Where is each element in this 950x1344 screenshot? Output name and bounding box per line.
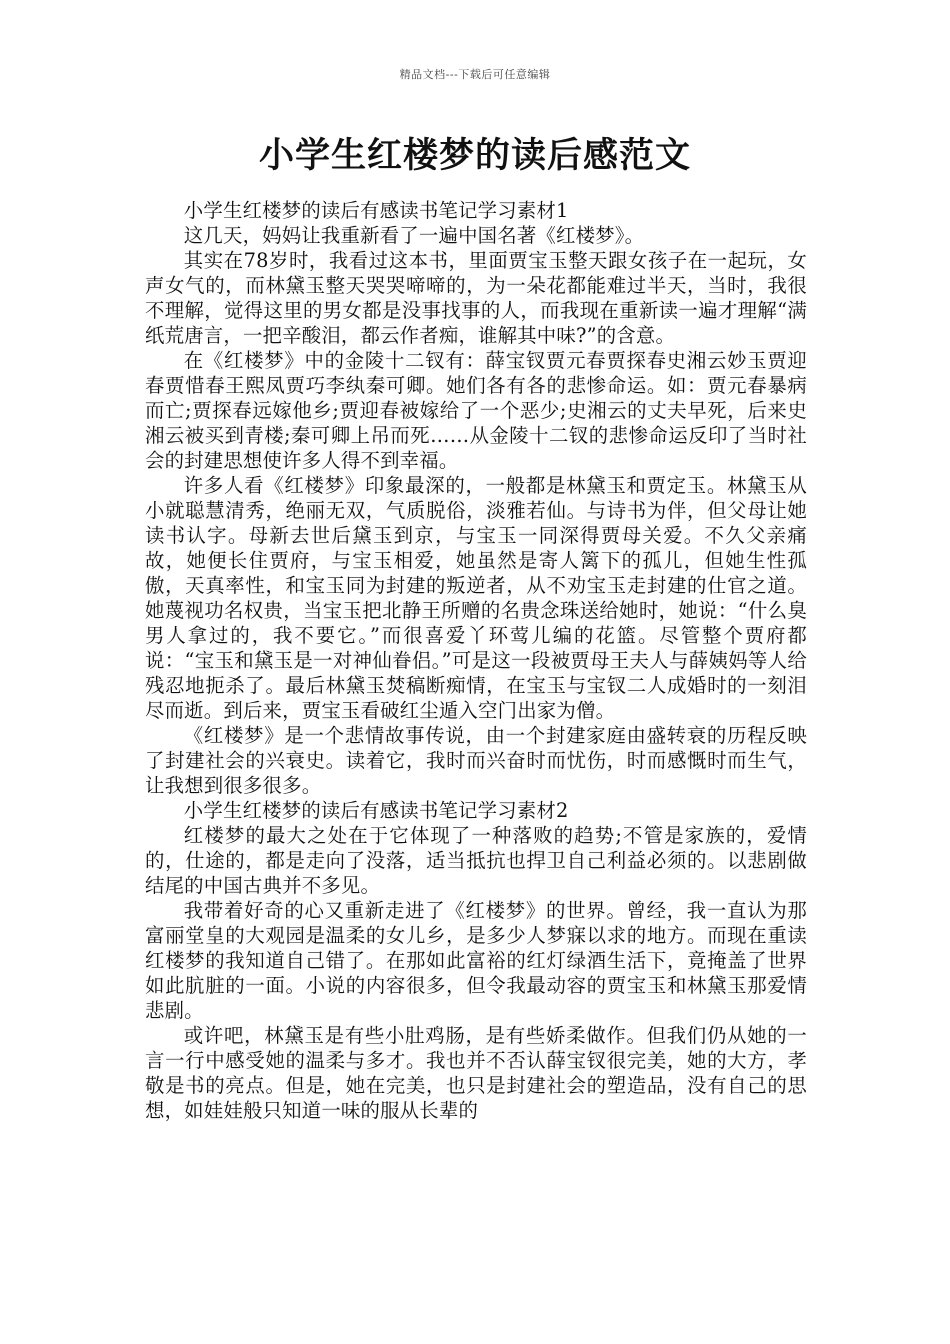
section-heading-1: 小学生红楼梦的读后有感读书笔记学习素材1 — [183, 199, 569, 222]
paragraph: 红楼梦的最大之处在于它体现了一种落败的趋势;不管是家族的，爱情的，仕途的，都是走向了没落，适当抵抗也捍卫自己利益必须的。以悲剧做结尾的中国古典并不多见。 — [145, 824, 807, 897]
article-body — [145, 198, 807, 1123]
paragraph: 或许吧，林黛玉是有些小肚鸡肠，是有些娇柔做作。但我们仍从她的一言一行中感受她的温柔与多才。我也并不否认薛宝钗很完美，她的大方，孝敬是书的亮点。但是，她在完美，也只是封建社会的塑造品，没有自己的思想，如娃娃般只知道一味的服从长辈的 — [145, 1024, 807, 1122]
paragraph: 《红楼梦》是一个悲情故事传说，由一个封建家庭由盛转衰的历程反映了封建社会的兴衰史。读着它，我时而兴奋时而忧伤，时而感慨时而生气，让我想到很多很多。 — [145, 724, 807, 797]
paragraph: 这几天，妈妈让我重新看了一遍中国名著《红楼梦》。 — [183, 224, 645, 247]
section-heading-2: 小学生红楼梦的读后有感读书笔记学习素材2 — [183, 799, 569, 822]
paragraph: 许多人看《红楼梦》印象最深的，一般都是林黛玉和贾定玉。林黛玉从小就聪慧清秀，绝丽无双，气质脱俗，淡雅若仙。与诗书为伴，但父母让她读书认字。母新去世后黛玉到京，与宝玉一同深得贾母关爱。不久父亲痛故，她便长住贾府，与宝玉相爱，她虽然是寄人篱下的孤儿，但她生性孤傲，天真率性，和宝玉同为封建的叛逆者，从不劝宝玉走封建的仕官之道。她蔑视功名权贵，当宝玉把北静王所赠的名贵念珠送给她时，她说：“什么臭男人拿过的，我不要它。”而很喜爱丫环莺儿编的花篮。尽管整个贾府都说：“宝玉和黛玉是一对神仙眷侣。”可是这一段被贾母王夫人与薛姨妈等人给残忍地扼杀了。最后林黛玉焚稿断痴情，在宝玉与宝钗二人成婚时的一刻泪尽而逝。到后来，贾宝玉看破红尘遁入空门出家为僧。 — [145, 474, 807, 722]
page-title: 小学生红楼梦的读后感范文 — [258, 135, 691, 176]
paragraph: 在《红楼梦》中的金陵十二钗有：薛宝钗贾元春贾探春史湘云妙玉贾迎春贾惜春王熙凤贾巧李纨秦可卿。她们各有各的悲惨命运。如：贾元春暴病而亡;贾探春远嫁他乡;贾迎春被嫁给了一个恶少;史湘云的丈夫早死，后来史湘云被买到青楼;秦可卿上吊而死……从金陵十二钗的悲惨命运反印了当时社会的封建思想使许多人得不到幸福。 — [145, 349, 807, 472]
header-note: 精品文档---下载后可任意编辑 — [399, 68, 551, 81]
paragraph: 我带着好奇的心又重新走进了《红楼梦》的世界。曾经，我一直认为那富丽堂皇的大观园是温柔的女儿乡，是多少人梦寐以求的地方。而现在重读红楼梦的我知道自己错了。在那如此富裕的红灯绿酒生活下，竟掩盖了世界如此肮脏的一面。小说的内容很多，但令我最动容的贾宝玉和林黛玉那爱情悲剧。 — [145, 899, 807, 1022]
paragraph: 其实在78岁时，我看过这本书，里面贾宝玉整天跟女孩子在一起玩，女声女气的，而林黛玉整天哭哭啼啼的，为一朵花都能难过半天，当时，我很不理解，觉得这里的男女都是没事找事的人，而我现在重新读一遍才理解“满纸荒唐言，一把辛酸泪，都云作者痴，谁解其中味?”的含意。 — [145, 249, 807, 347]
